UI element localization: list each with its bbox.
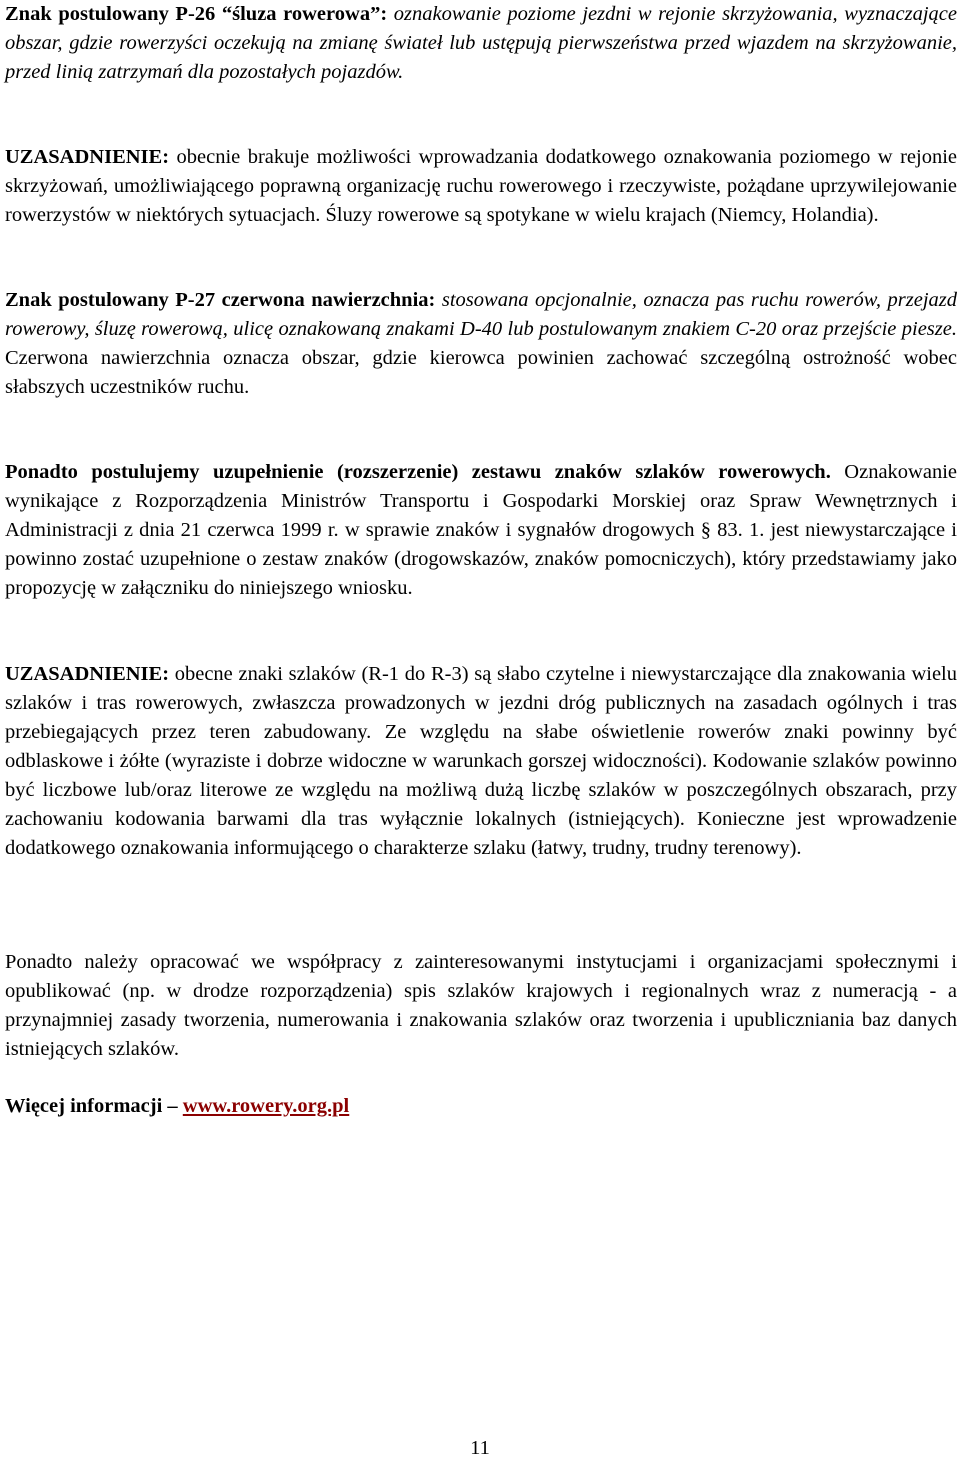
p26-description: oznakowanie poziome jezdni w rejonie skrzyżowania, wyznaczające obszar, gdzie rowerzyści oczekują na zmianę świateł lub ustępują pierwszeństwa przed wjazdem na skrzyżowanie, przed linią zatrzymań dla pozostałych pojazdów.	[5, 3, 957, 83]
website-link[interactable]: www.rowery.org.pl	[182, 1095, 350, 1117]
trail-signs-heading: Ponadto postulujemy uzupełnienie (rozszerzenie) zestawu znaków szlaków rowerowych.	[5, 461, 831, 483]
p26-heading: Znak postulowany P-26 “śluza rowerowa”:	[5, 3, 388, 25]
paragraph-more-info	[5, 1092, 349, 1121]
page-number: 11	[470, 1437, 490, 1459]
paragraph-trail-signs	[5, 458, 957, 603]
trail-signs-text: Oznakowanie wynikające z Rozporządzenia Ministrów Transportu i Gospodarki Morskiej oraz Spraw Wewnętrznych i Administracji z dnia 21 czerwca 1999 r. w sprawie znaków i sygnałów drogowych § 83. 1. jest niewystarczające i powinno zostać uzupełnione o zestaw znaków (drogowskazów, znaków pomocniczych), który przedstawiamy jako propozycję w załączniku do niniejszego wniosku.	[5, 461, 957, 599]
justification-1-heading: UZASADNIENIE:	[5, 146, 170, 168]
paragraph-p27	[5, 286, 957, 402]
justification-2-heading: UZASADNIENIE:	[5, 663, 170, 685]
p27-text: Czerwona nawierzchnia oznacza obszar, gdzie kierowca powinien zachować szczególną ostrożność wobec słabszych uczestników ruchu.	[5, 347, 957, 398]
trail-registry-text: Ponadto należy opracować we współpracy z zainteresowanymi instytucjami i organizacjami społecznymi i opublikować (np. w drodze rozporządzenia) spis szlaków krajowych i regionalnych wraz z numeracją - a przynajmniej zasady tworzenia, numerowania i znakowania szlaków oraz tworzenia i upubliczniania baz danych istniejących szlaków.	[5, 951, 957, 1060]
paragraph-p26	[5, 0, 957, 87]
more-info-label: Więcej informacji –	[5, 1095, 183, 1117]
justification-1-text: obecnie brakuje możliwości wprowadzania dodatkowego oznakowania poziomego w rejonie skrzyżowań, umożliwiającego poprawną organizację ruchu rowerowego i rzeczywiste, pożądane uprzywilejowanie rowerzystów w niektórych sytuacjach. Śluzy rowerowe są spotykane w wielu krajach (Niemcy, Holandia).	[5, 146, 957, 226]
paragraph-justification-1	[5, 143, 957, 230]
paragraph-trail-registry	[5, 948, 957, 1064]
p27-heading: Znak postulowany P-27 czerwona nawierzchnia:	[5, 289, 436, 311]
paragraph-justification-2	[5, 660, 957, 863]
justification-2-text: obecne znaki szlaków (R-1 do R-3) są słabo czytelne i niewystarczające dla znakowania wielu szlaków i tras rowerowych, zwłaszcza prowadzonych w jezdni dróg publicznych na zasadach ogólnych i tras przebiegających przez teren zabudowany. Ze względu na słabe oświetlenie rowerów znaki powinny być odblaskowe i żółte (wyraziste i dobrze widoczne w warunkach gorszej widoczności). Kodowanie szlaków powinno być liczbowe lub/oraz literowe ze względu na możliwą dużą liczbę szlaków w poszczególnych obszarach, przy zachowaniu kodowania barwami dla tras wyłącznie lokalnych (istniejących). Konieczne jest wprowadzenie dodatkowego oznakowania informującego o charakterze szlaku (łatwy, trudny, trudny terenowy).	[5, 663, 957, 859]
p27-description: stosowana opcjonalnie, oznacza pas ruchu rowerów, przejazd rowerowy, śluzę rowerową, ulicę oznakowaną znakami D-40 lub postulowanym znakiem C-20 oraz przejście piesze.	[5, 289, 957, 340]
